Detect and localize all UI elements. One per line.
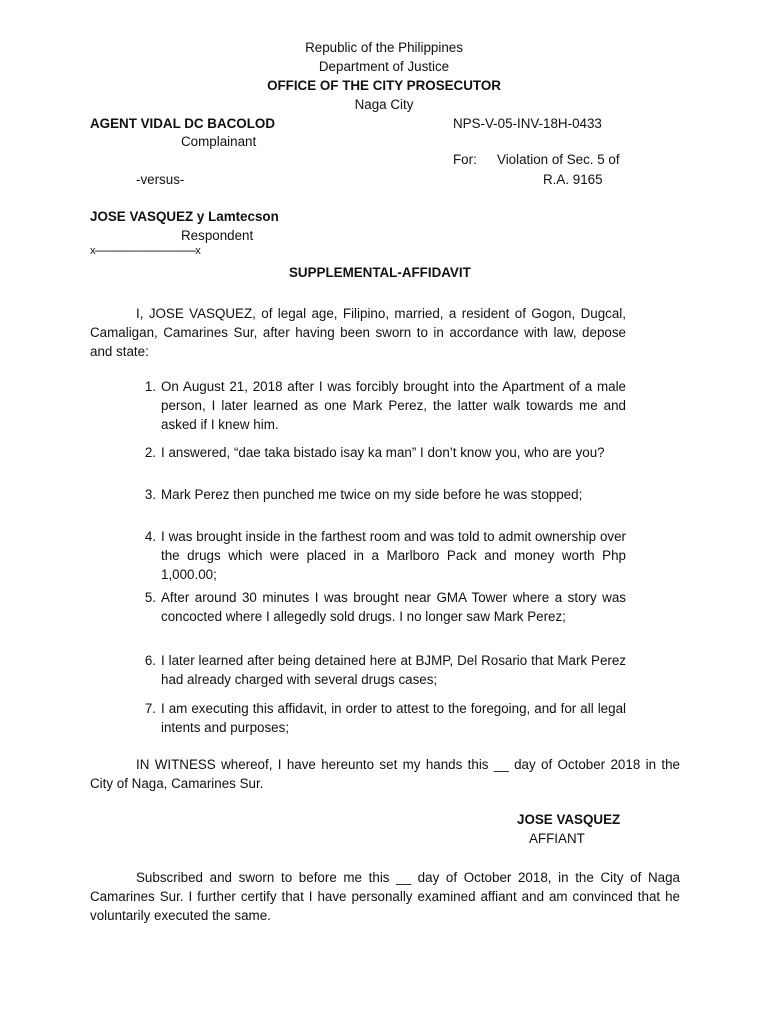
item-number: 2.	[144, 445, 156, 460]
list-item	[132, 443, 626, 462]
header-department: Department of Justice	[318, 59, 450, 74]
item-number: 7.	[144, 701, 156, 716]
header-office: OFFICE OF THE CITY PROSECUTOR	[267, 78, 501, 93]
item-number: 1.	[144, 379, 156, 394]
list-item	[132, 699, 626, 737]
violation-line-2: R.A. 9165	[543, 172, 603, 187]
item-number: 5.	[144, 590, 156, 605]
for-label: For:	[453, 152, 477, 167]
respondent-name: JOSE VASQUEZ y Lamtecson	[90, 209, 279, 224]
header-city: Naga City	[354, 97, 414, 112]
complainant-role: Complainant	[181, 134, 257, 149]
list-item	[132, 485, 626, 504]
list-item	[132, 377, 626, 434]
list-item	[132, 527, 626, 584]
caption-divider: x-----------------------------------------x	[90, 245, 200, 257]
item-text: After around 30 minutes I was brought near GMA Tower where a story was concocted where I allegedly sold drugs. I no longer saw Mark Perez;	[161, 590, 626, 624]
header-republic: Republic of the Philippines	[305, 40, 463, 55]
respondent-role: Respondent	[181, 228, 254, 243]
signature-role: AFFIANT	[529, 831, 585, 846]
intro-paragraph: I, JOSE VASQUEZ, of legal age, Filipino, married, a resident of Gogon, Dugcal, Camaligan, Camarines Sur, after having been sworn to in accordance with law, depose and state:	[90, 306, 626, 359]
item-text: I answered, “dae taka bistado isay ka man” I don’t know you, who are you?	[161, 445, 605, 460]
item-text: Mark Perez then punched me twice on my side before he was stopped;	[161, 487, 583, 502]
witness-paragraph: IN WITNESS whereof, I have hereunto set my hands this __ day of October 2018 in the City of Naga, Camarines Sur.	[90, 757, 680, 791]
complainant-name: AGENT VIDAL DC BACOLOD	[90, 116, 275, 131]
item-text: I am executing this affidavit, in order to attest to the foregoing, and for all legal intents and purposes;	[161, 701, 626, 735]
item-number: 3.	[144, 487, 156, 502]
violation-line-1: Violation of Sec. 5 of	[497, 152, 620, 167]
jurat-paragraph: Subscribed and sworn to before me this __ day of October 2018, in the City of Naga Camarines Sur. I further certify that I have personally examined affiant and am convinced that he voluntarily executed the same.	[90, 870, 680, 923]
case-number: NPS-V-05-INV-18H-0433	[453, 116, 602, 131]
item-text: I later learned after being detained here at BJMP, Del Rosario that Mark Perez had already charged with several drugs cases;	[161, 653, 626, 687]
versus-label: -versus-	[136, 172, 185, 187]
signature-name: JOSE VASQUEZ	[517, 812, 621, 827]
item-number: 6.	[144, 653, 156, 668]
item-number: 4.	[144, 529, 156, 544]
item-text: I was brought inside in the farthest room and was told to admit ownership over the drugs which were placed in a Marlboro Pack and money worth Php 1,000.00;	[161, 529, 626, 582]
document-title: SUPPLEMENTAL-AFFIDAVIT	[289, 265, 471, 280]
list-item	[132, 651, 626, 689]
list-item	[132, 588, 626, 626]
item-text: On August 21, 2018 after I was forcibly brought into the Apartment of a male person, I later learned as one Mark Perez, the latter walk towards me and asked if I knew him.	[161, 379, 626, 432]
